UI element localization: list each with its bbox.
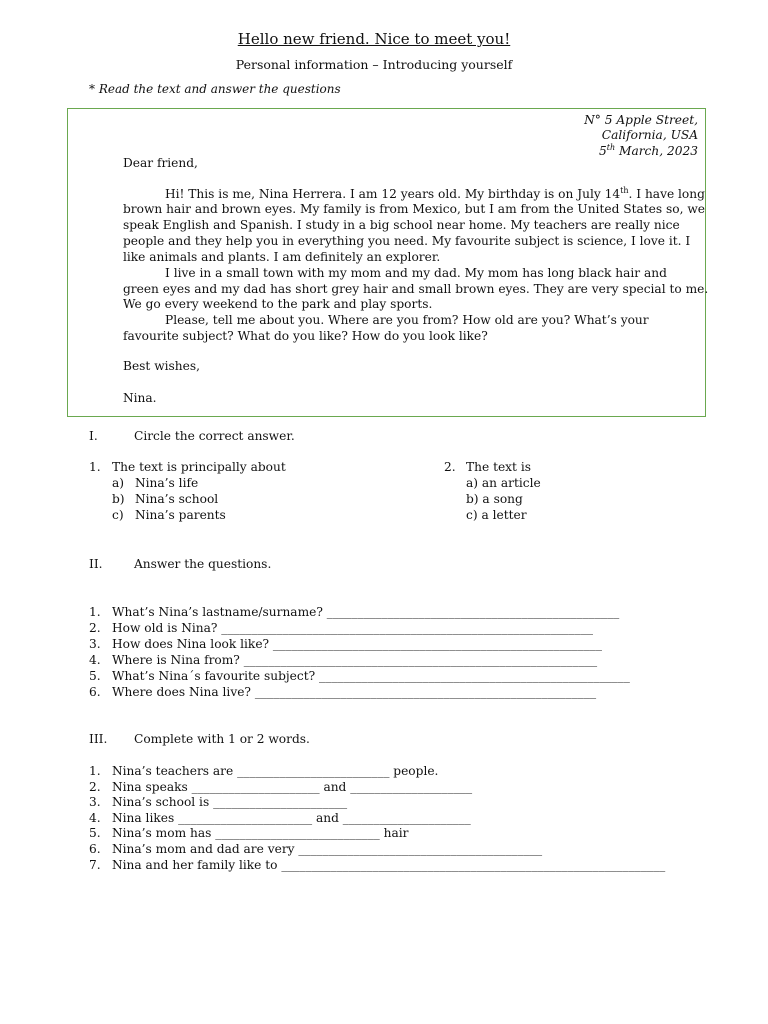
fill-in-blank-item[interactable]: Nina’s mom has ___________________________ hair [112,826,409,840]
fill-in-blank-item[interactable]: Nina and her family like to _______________________________________________________________ [112,858,666,872]
date-rest: March, 2023 [615,144,698,159]
question-number: 3. [89,637,101,651]
section-3-numeral: III. [89,732,108,746]
q2-option-a[interactable]: a) an article [466,476,541,490]
item-number: 7. [89,858,101,872]
fill-in-blank-item[interactable]: Nina speaks _____________________ and ____________________ [112,780,473,794]
letter-line-text: green eyes and my dad has short grey hair and small brown eyes. They are very special to me. [123,282,709,296]
q1-text: The text is principally about [112,460,286,474]
letter-line [123,297,432,311]
letter-line [123,234,690,248]
q2-text: The text is [466,460,531,474]
instruction-text: * Read the text and answer the questions [89,82,341,96]
letter-line-text: I live in a small town with my mom and my dad. My mom has long black hair and [165,266,667,280]
item-number: 4. [89,811,101,825]
letter-line-text: favourite subject? What do you like? How do you look like? [123,329,488,343]
fill-in-blank-item[interactable]: Nina likes ______________________ and _____________________ [112,811,471,825]
question-number: 4. [89,653,101,667]
letter-line-text: Hi! This is me, Nina Herrera. I am 12 years old. My birthday is on July 14 [165,187,621,202]
question-number: 5. [89,669,101,683]
question-number: 1. [89,605,101,619]
section-1-heading: Circle the correct answer. [134,429,295,443]
item-number: 1. [89,764,101,778]
date-day: 5 [598,144,607,159]
address-street: N° 5 Apple Street, [584,113,698,127]
q1-number: 1. [89,460,101,474]
letter-line [123,282,708,296]
page-title: Hello new friend. Nice to meet you! [237,30,511,48]
q1-option-b-letter: b) [112,492,125,506]
q1-option-a[interactable]: Nina’s life [135,476,199,490]
letter-box [67,108,709,417]
letter-closing: Best wishes, [123,359,200,373]
letter-line [123,329,488,343]
q1-option-b[interactable]: Nina’s school [135,492,219,506]
page-subtitle: Personal information – Introducing yourself [235,57,513,72]
letter-line [165,313,649,327]
letter-line-superscript: th [620,186,629,195]
section-2-heading: Answer the questions. [134,557,272,571]
letter-line [123,250,440,264]
question-with-answer-line[interactable]: What’s Nina´s favourite subject? ___________________________________________________ [112,669,630,683]
section-3-heading: Complete with 1 or 2 words. [134,732,310,746]
item-number: 6. [89,842,101,856]
question-number: 2. [89,621,101,635]
letter-line-text: people and they help you in everything you need. My favourite subject is science, I love it. I [123,234,691,248]
letter-line [165,266,667,280]
letter-signature: Nina. [123,391,157,405]
address-city: California, USA [601,128,698,142]
letter-line-text-end: . I have long [628,187,705,202]
letter-greeting: Dear friend, [123,156,198,170]
q1-option-c[interactable]: Nina’s parents [135,508,226,522]
letter-line-text: like animals and plants. I am definitely an explorer. [123,250,441,264]
item-number: 3. [89,795,101,809]
fill-in-blank-item[interactable]: Nina’s mom and dad are very ________________________________________ [112,842,543,856]
letter-date [599,143,698,158]
q1-option-a-letter: a) [112,476,125,490]
letter-line-text: brown hair and brown eyes. My family is from Mexico, but I am from the United States so, we [123,202,705,216]
letter-line [123,202,705,216]
q1-option-c-letter: c) [112,508,124,522]
question-with-answer-line[interactable]: How old is Nina? _____________________________________________________________ [112,621,594,635]
letter-line-text: Please, tell me about you. Where are you from? How old are you? What’s your [165,313,649,327]
q2-option-c[interactable]: c) a letter [466,508,527,522]
section-2-numeral: II. [89,557,103,571]
fill-in-blank-item[interactable]: Nina’s teachers are _________________________ people. [112,764,439,778]
item-number: 2. [89,780,101,794]
question-with-answer-line[interactable]: Where does Nina live? ________________________________________________________ [112,685,597,699]
q2-option-b[interactable]: b) a song [466,492,523,506]
question-with-answer-line[interactable]: Where is Nina from? __________________________________________________________ [112,653,598,667]
question-with-answer-line[interactable]: What’s Nina’s lastname/surname? ________________________________________________ [112,605,620,619]
letter-line-text: speak English and Spanish. I study in a big school near home. My teachers are really nice [123,218,680,232]
fill-in-blank-item[interactable]: Nina’s school is ______________________ [112,795,348,809]
date-suffix: th [606,143,616,152]
question-with-answer-line[interactable]: How does Nina look like? ______________________________________________________ [112,637,602,651]
item-number: 5. [89,826,101,840]
q2-number: 2. [444,460,456,474]
question-number: 6. [89,685,101,699]
letter-line-text: We go every weekend to the park and play sports. [123,297,433,311]
section-1-numeral: I. [89,429,98,443]
letter-line [123,218,680,232]
letter-line [165,186,705,201]
